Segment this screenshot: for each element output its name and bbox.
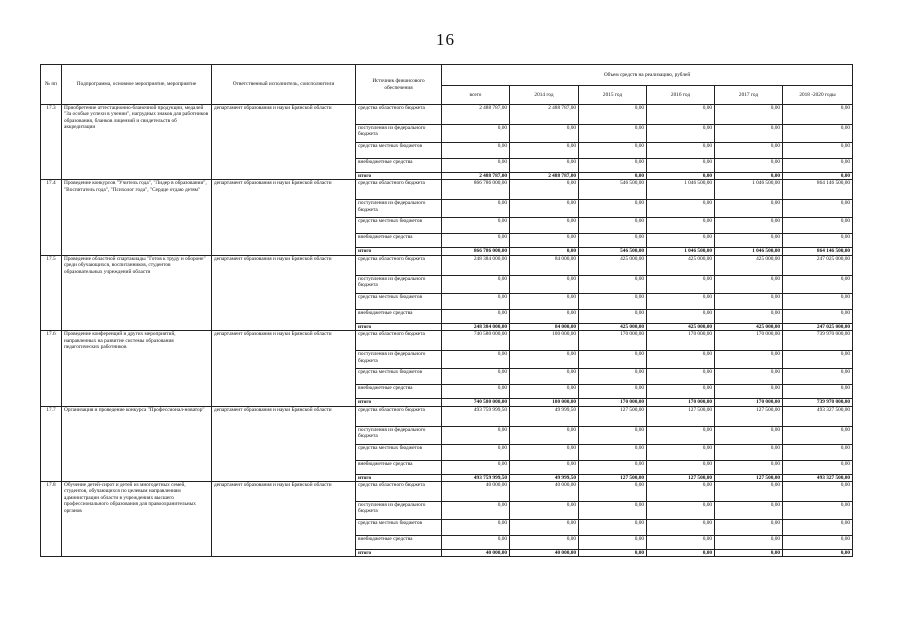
item-executor: департамент образования и науки Брянской области	[212, 482, 356, 557]
amount-cell: 49 999,50	[510, 406, 579, 426]
amount-cell: 0,00	[579, 520, 647, 536]
header-year: всего	[442, 86, 510, 105]
header-year: 2014 год	[510, 86, 579, 105]
amount-cell: 0,00	[715, 444, 783, 460]
amount-cell: 0,00	[715, 482, 783, 502]
amount-cell: 247 025 000,00	[783, 323, 853, 330]
amount-cell: 0,00	[715, 520, 783, 536]
item-executor: департамент образования и науки Брянской области	[212, 331, 356, 406]
amount-cell: 0,00	[647, 105, 715, 125]
amount-cell: 425 000,00	[579, 323, 647, 330]
amount-cell: 0,00	[783, 460, 853, 474]
header-num: № пп	[41, 65, 62, 105]
funding-source: поступления из федерального бюджета	[356, 351, 442, 369]
funding-source: средства областного бюджета	[356, 255, 442, 275]
amount-cell: 0,00	[783, 143, 853, 159]
amount-cell: 0,00	[715, 460, 783, 474]
amount-cell: 0,00	[442, 143, 510, 159]
amount-cell: 0,00	[510, 426, 579, 444]
amount-cell: 0,00	[442, 536, 510, 550]
funding-source: итого	[356, 173, 442, 180]
amount-cell: 0,00	[442, 502, 510, 520]
amount-cell: 0,00	[783, 275, 853, 293]
table-row	[41, 105, 853, 125]
amount-cell: 0,00	[510, 180, 579, 200]
amount-cell: 0,00	[442, 444, 510, 460]
funding-source: средства областного бюджета	[356, 331, 442, 351]
amount-cell: 40 000,00	[510, 482, 579, 502]
amount-cell: 0,00	[579, 218, 647, 234]
amount-cell: 100 000,00	[510, 331, 579, 351]
amount-cell: 493 759 999,50	[442, 406, 510, 426]
funding-source: поступления из федерального бюджета	[356, 275, 442, 293]
funding-source: внебюджетные средства	[356, 234, 442, 248]
amount-cell: 0,00	[647, 309, 715, 323]
amount-cell: 0,00	[442, 309, 510, 323]
amount-cell: 0,00	[647, 173, 715, 180]
amount-cell: 0,00	[783, 200, 853, 218]
amount-cell: 0,00	[510, 159, 579, 173]
amount-cell: 0,00	[579, 275, 647, 293]
amount-cell: 127 500,00	[647, 406, 715, 426]
funding-source: средства областного бюджета	[356, 180, 442, 200]
amount-cell: 0,00	[579, 385, 647, 399]
amount-cell: 0,00	[442, 159, 510, 173]
amount-cell: 0,00	[715, 234, 783, 248]
amount-cell: 0,00	[579, 143, 647, 159]
amount-cell: 739 970 000,00	[783, 399, 853, 406]
amount-cell: 0,00	[442, 234, 510, 248]
amount-cell: 493 327 500,00	[783, 406, 853, 426]
table-row	[41, 331, 853, 351]
amount-cell: 0,00	[647, 143, 715, 159]
amount-cell: 0,00	[783, 218, 853, 234]
amount-cell: 0,00	[579, 482, 647, 502]
amount-cell: 0,00	[715, 143, 783, 159]
amount-cell: 0,00	[715, 309, 783, 323]
amount-cell: 170 000,00	[579, 399, 647, 406]
amount-cell: 100 000,00	[510, 399, 579, 406]
header-source: Источник финансового обеспечения	[356, 65, 442, 105]
amount-cell: 170 000,00	[647, 399, 715, 406]
amount-cell: 0,00	[442, 293, 510, 309]
item-number: 17.7	[41, 406, 62, 481]
amount-cell: 248 384 000,00	[442, 323, 510, 330]
funding-source: итого	[356, 399, 442, 406]
amount-cell: 0,00	[579, 351, 647, 369]
amount-cell: 84 000,00	[510, 323, 579, 330]
amount-cell: 0,00	[510, 520, 579, 536]
amount-cell: 248 384 000,00	[442, 255, 510, 275]
item-name: Обучение детей-сирот и детей из многодетных семей, студентов, обучающихся по целевым направлениям администрации области в учреждениях высшего профессионального образования для правоохранительных органов	[62, 482, 212, 557]
amount-cell: 0,00	[783, 105, 853, 125]
header-year: 2017 год	[715, 86, 783, 105]
funding-source: внебюджетные средства	[356, 309, 442, 323]
amount-cell: 546 500,00	[579, 248, 647, 255]
funding-source: средства местных бюджетов	[356, 143, 442, 159]
amount-cell: 0,00	[442, 200, 510, 218]
amount-cell: 493 327 500,00	[783, 474, 853, 481]
amount-cell: 170 000,00	[715, 331, 783, 351]
funding-source: итого	[356, 323, 442, 330]
funding-source: внебюджетные средства	[356, 536, 442, 550]
amount-cell: 2 488 787,00	[510, 173, 579, 180]
amount-cell: 0,00	[647, 218, 715, 234]
item-name: Проведение конференций и других мероприятий, направленных на развитие системы образования педагогических работников	[62, 331, 212, 406]
amount-cell: 0,00	[442, 520, 510, 536]
amount-cell: 0,00	[715, 550, 783, 557]
amount-cell: 0,00	[783, 502, 853, 520]
item-executor: департамент образования и науки Брянской области	[212, 255, 356, 330]
table-row	[41, 406, 853, 426]
amount-cell: 0,00	[715, 502, 783, 520]
header-year: 2018 -2020 годы	[783, 86, 853, 105]
amount-cell: 0,00	[647, 351, 715, 369]
amount-cell: 0,00	[647, 159, 715, 173]
table-row	[41, 482, 853, 502]
amount-cell: 0,00	[783, 309, 853, 323]
amount-cell: 0,00	[510, 234, 579, 248]
amount-cell: 0,00	[510, 351, 579, 369]
amount-cell: 170 000,00	[579, 331, 647, 351]
amount-cell: 170 000,00	[647, 331, 715, 351]
amount-cell: 2 488 787,00	[442, 105, 510, 125]
amount-cell: 0,00	[579, 369, 647, 385]
amount-cell: 0,00	[715, 125, 783, 143]
amount-cell: 1 046 500,00	[647, 248, 715, 255]
funding-source: поступления из федерального бюджета	[356, 125, 442, 143]
page-number: 16	[436, 30, 455, 49]
amount-cell: 0,00	[579, 173, 647, 180]
amount-cell: 739 970 000,00	[783, 331, 853, 351]
amount-cell: 0,00	[579, 159, 647, 173]
amount-cell: 0,00	[715, 351, 783, 369]
amount-cell: 127 500,00	[579, 474, 647, 481]
funding-source: средства областного бюджета	[356, 406, 442, 426]
amount-cell: 0,00	[647, 125, 715, 143]
amount-cell: 0,00	[647, 550, 715, 557]
amount-cell: 40 000,00	[442, 482, 510, 502]
amount-cell: 0,00	[715, 293, 783, 309]
amount-cell: 0,00	[442, 218, 510, 234]
funding-source: поступления из федерального бюджета	[356, 502, 442, 520]
amount-cell: 0,00	[783, 444, 853, 460]
amount-cell: 0,00	[715, 173, 783, 180]
funding-source: внебюджетные средства	[356, 385, 442, 399]
amount-cell: 866 786 000,00	[442, 248, 510, 255]
amount-cell: 0,00	[715, 275, 783, 293]
funding-source: средства областного бюджета	[356, 105, 442, 125]
amount-cell: 0,00	[579, 105, 647, 125]
amount-cell: 0,00	[783, 369, 853, 385]
header-year: 2016 год	[647, 86, 715, 105]
funding-source: средства местных бюджетов	[356, 293, 442, 309]
amount-cell: 0,00	[783, 351, 853, 369]
amount-cell: 127 500,00	[715, 406, 783, 426]
header-volume: Объем средств на реализацию, рублей	[442, 65, 853, 86]
amount-cell: 0,00	[510, 536, 579, 550]
amount-cell: 0,00	[783, 234, 853, 248]
amount-cell: 0,00	[715, 218, 783, 234]
amount-cell: 0,00	[442, 460, 510, 474]
amount-cell: 0,00	[510, 218, 579, 234]
amount-cell: 0,00	[442, 369, 510, 385]
amount-cell: 546 500,00	[579, 180, 647, 200]
amount-cell: 0,00	[579, 125, 647, 143]
amount-cell: 0,00	[579, 444, 647, 460]
amount-cell: 0,00	[647, 536, 715, 550]
amount-cell: 740 580 000,00	[442, 331, 510, 351]
amount-cell: 0,00	[510, 125, 579, 143]
amount-cell: 0,00	[579, 426, 647, 444]
amount-cell: 40 000,00	[510, 550, 579, 557]
amount-cell: 1 046 500,00	[715, 180, 783, 200]
amount-cell: 0,00	[647, 385, 715, 399]
amount-cell: 0,00	[783, 536, 853, 550]
amount-cell: 0,00	[579, 460, 647, 474]
funding-source: поступления из федерального бюджета	[356, 426, 442, 444]
amount-cell: 0,00	[442, 385, 510, 399]
amount-cell: 0,00	[783, 173, 853, 180]
amount-cell: 0,00	[783, 482, 853, 502]
amount-cell: 740 580 000,00	[442, 399, 510, 406]
item-number: 17.8	[41, 482, 62, 557]
amount-cell: 127 500,00	[579, 406, 647, 426]
amount-cell: 0,00	[510, 460, 579, 474]
amount-cell: 0,00	[442, 426, 510, 444]
amount-cell: 0,00	[510, 275, 579, 293]
amount-cell: 425 000,00	[715, 323, 783, 330]
amount-cell: 0,00	[647, 234, 715, 248]
amount-cell: 0,00	[442, 351, 510, 369]
funding-source: средства местных бюджетов	[356, 218, 442, 234]
amount-cell: 0,00	[715, 159, 783, 173]
amount-cell: 425 000,00	[647, 255, 715, 275]
funding-source: средства местных бюджетов	[356, 520, 442, 536]
item-number: 17.5	[41, 255, 62, 330]
funding-source: средства областного бюджета	[356, 482, 442, 502]
header-year: 2015 год	[579, 86, 647, 105]
amount-cell: 0,00	[579, 536, 647, 550]
amount-cell: 0,00	[647, 444, 715, 460]
funding-source: средства местных бюджетов	[356, 444, 442, 460]
amount-cell: 1 046 500,00	[647, 180, 715, 200]
table-body	[41, 105, 853, 557]
amount-cell: 0,00	[783, 125, 853, 143]
item-executor: департамент образования и науки Брянской области	[212, 105, 356, 180]
funding-source: итого	[356, 474, 442, 481]
amount-cell: 0,00	[715, 536, 783, 550]
amount-cell: 0,00	[442, 275, 510, 293]
amount-cell: 0,00	[579, 502, 647, 520]
table-row	[41, 180, 853, 200]
funding-source: итого	[356, 248, 442, 255]
funding-source: средства местных бюджетов	[356, 369, 442, 385]
amount-cell: 170 000,00	[715, 399, 783, 406]
funding-source: поступления из федерального бюджета	[356, 200, 442, 218]
amount-cell: 0,00	[715, 105, 783, 125]
item-name: Проведение конкурсов "Учитель года", "Лидер в образовании", "Воспитатель года", "Психолог года", "Сердце отдаю детям"	[62, 180, 212, 255]
amount-cell: 0,00	[510, 143, 579, 159]
amount-cell: 2 488 787,00	[442, 173, 510, 180]
amount-cell: 866 786 000,00	[442, 180, 510, 200]
amount-cell: 84 000,00	[510, 255, 579, 275]
amount-cell: 49 999,50	[510, 474, 579, 481]
amount-cell: 0,00	[647, 426, 715, 444]
amount-cell: 0,00	[647, 482, 715, 502]
item-number: 17.3	[41, 105, 62, 180]
amount-cell: 0,00	[647, 369, 715, 385]
amount-cell: 0,00	[647, 460, 715, 474]
amount-cell: 0,00	[783, 426, 853, 444]
header-program: Подпрограмма, основное мероприятие, мероприятие	[62, 65, 212, 105]
amount-cell: 0,00	[442, 125, 510, 143]
amount-cell: 0,00	[715, 385, 783, 399]
item-executor: департамент образования и науки Брянской области	[212, 180, 356, 255]
amount-cell: 0,00	[510, 502, 579, 520]
amount-cell: 247 025 000,00	[783, 255, 853, 275]
amount-cell: 0,00	[647, 275, 715, 293]
amount-cell: 0,00	[579, 293, 647, 309]
amount-cell: 0,00	[510, 369, 579, 385]
item-executor: департамент образования и науки Брянской области	[212, 406, 356, 481]
amount-cell: 0,00	[715, 200, 783, 218]
amount-cell: 864 146 500,00	[783, 248, 853, 255]
amount-cell: 127 500,00	[647, 474, 715, 481]
amount-cell: 0,00	[510, 309, 579, 323]
amount-cell: 0,00	[579, 309, 647, 323]
amount-cell: 493 759 999,50	[442, 474, 510, 481]
amount-cell: 0,00	[783, 293, 853, 309]
item-number: 17.6	[41, 331, 62, 406]
amount-cell: 0,00	[783, 550, 853, 557]
amount-cell: 0,00	[647, 520, 715, 536]
item-name: Приобретение аттестационно-бланочной продукции, медалей "За особые успехи в учении", нагрудных знаков для работников образования, бланков лицензий и свидетельств об аккредитации	[62, 105, 212, 180]
amount-cell: 0,00	[579, 550, 647, 557]
amount-cell: 0,00	[647, 200, 715, 218]
amount-cell: 0,00	[510, 248, 579, 255]
amount-cell: 0,00	[579, 234, 647, 248]
item-number: 17.4	[41, 180, 62, 255]
amount-cell: 0,00	[783, 385, 853, 399]
amount-cell: 1 046 500,00	[715, 248, 783, 255]
amount-cell: 0,00	[579, 200, 647, 218]
funding-source: внебюджетные средства	[356, 460, 442, 474]
funding-source: внебюджетные средства	[356, 159, 442, 173]
amount-cell: 0,00	[510, 293, 579, 309]
amount-cell: 0,00	[783, 159, 853, 173]
table-row	[41, 255, 853, 275]
header-executor: Ответственный исполнитель, соисполнители	[212, 65, 356, 105]
amount-cell: 425 000,00	[715, 255, 783, 275]
amount-cell: 0,00	[783, 520, 853, 536]
item-name: Организация и проведение конкурса "Профессионал-новатор"	[62, 406, 212, 481]
amount-cell: 0,00	[510, 444, 579, 460]
amount-cell: 2 488 787,00	[510, 105, 579, 125]
amount-cell: 864 146 500,00	[783, 180, 853, 200]
amount-cell: 425 000,00	[579, 255, 647, 275]
amount-cell: 425 000,00	[647, 323, 715, 330]
amount-cell: 0,00	[647, 502, 715, 520]
amount-cell: 0,00	[510, 385, 579, 399]
financing-table	[40, 64, 853, 557]
amount-cell: 0,00	[715, 426, 783, 444]
funding-source: итого	[356, 550, 442, 557]
amount-cell: 0,00	[510, 200, 579, 218]
amount-cell: 0,00	[647, 293, 715, 309]
amount-cell: 40 000,00	[442, 550, 510, 557]
amount-cell: 127 500,00	[715, 474, 783, 481]
amount-cell: 0,00	[715, 369, 783, 385]
item-name: Проведение областной спартакиады "Готов к труду и обороне" среди обучающихся, воспитанников, студентов образовательных учреждений области	[62, 255, 212, 330]
